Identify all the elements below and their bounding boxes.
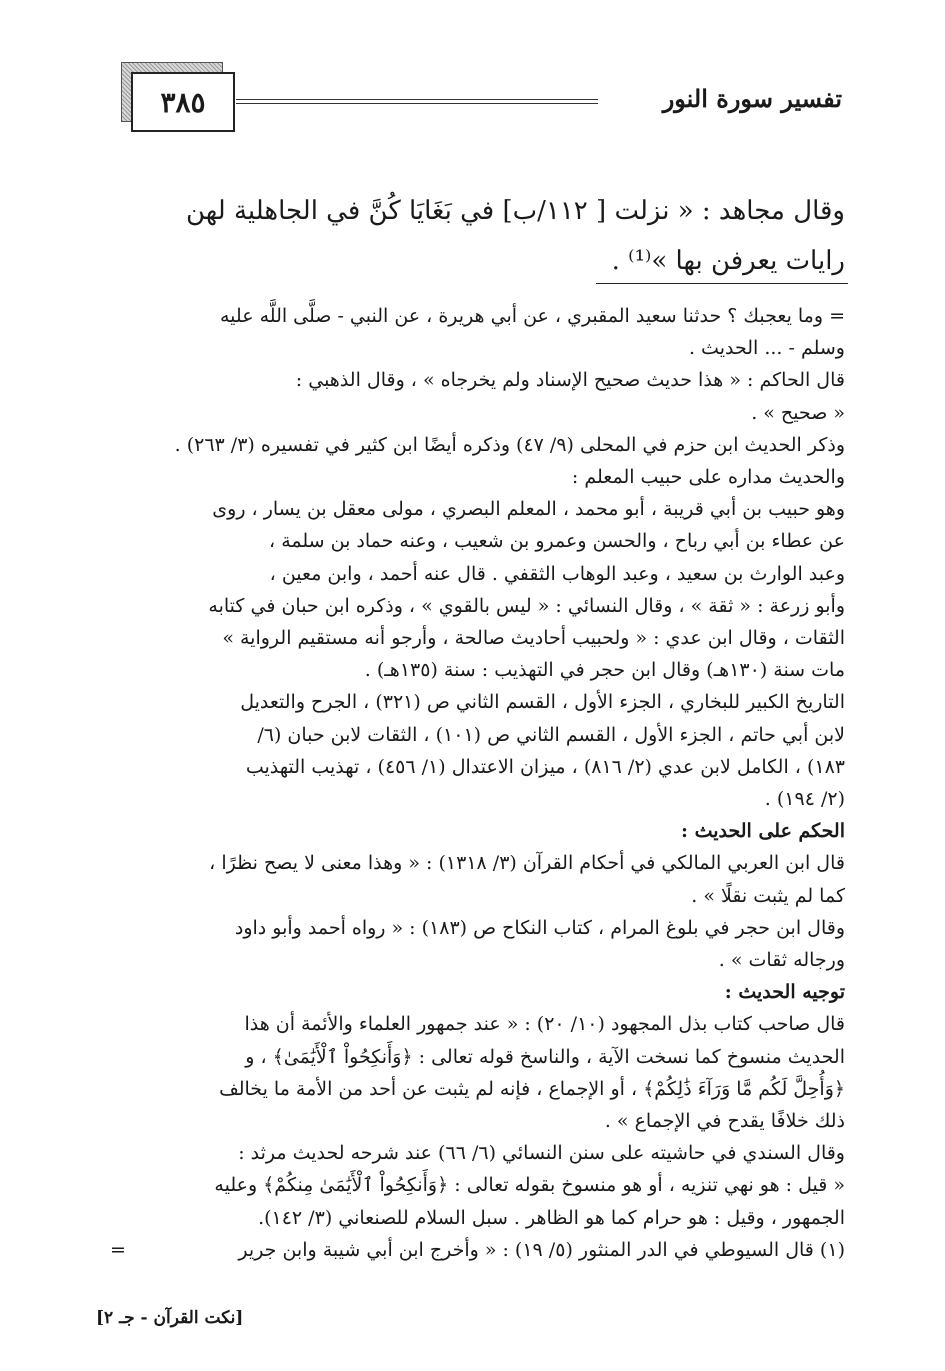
note-line: قال الحاكم : « هذا حديث صحيح الإسناد ولم يخرجاه » ، وقال الذهبي : (295, 369, 845, 392)
note-line: لابن أبي حاتم ، الجزء الأول ، القسم الثاني ص (١٠١) ، الثقات لابن حبان (٦/ (257, 723, 845, 746)
note-line: الجمهور ، وقيل : هو حرام كما هو الظاهر . سبل السلام للصنعاني (٣/ ١٤٢). (258, 1206, 845, 1229)
footnote-continuation-mark: = (110, 1238, 126, 1261)
note-line: كما لم يثبت نقلًا » . (691, 884, 845, 907)
note-line: الثقات ، وقال ابن عدي : « ولحبيب أحاديث صالحة ، وأرجو أنه مستقيم الرواية » (222, 627, 845, 650)
note-line: وعبد الوارث بن سعيد ، وعبد الوهاب الثقفي . قال عنه أحمد ، وابن معين ، (269, 562, 845, 585)
footnote-1-text: (١) قال السيوطي في الدر المنثور (٥/ ١٩) : « وأخرج ابن أبي شيبة وابن جرير (238, 1238, 845, 1261)
footnote-separator (596, 283, 848, 284)
note-line: قال ابن العربي المالكي في أحكام القرآن (٣/ ١٣١٨) : « وهذا معنى لا يصح نظرًا ، (209, 852, 845, 875)
printer-signature: [نكت القرآن - جـ ٢] (96, 1308, 244, 1328)
note-line: (٢/ ١٩٤) . (764, 788, 845, 811)
page-number-box (121, 62, 233, 130)
note-line: وقال ابن حجر في بلوغ المرام ، كتاب النكاح ص (١٨٣) : « رواه أحمد وأبو داود (234, 916, 845, 939)
note-line: ١٨٣) ، الكامل لابن عدي (٢/ ٨١٦) ، ميزان الاعتدال (١/ ٤٥٦) ، تهذيب التهذيب (245, 755, 845, 778)
footnotes (110, 300, 845, 1266)
main-text (112, 186, 845, 286)
note-line: والحديث مداره على حبيب المعلم : (571, 466, 845, 489)
note-line: وذكر الحديث ابن حزم في المحلى (٩/ ٤٧) وذكره أيضًا ابن كثير في تفسيره (٣/ ٢٦٣) . (174, 433, 845, 456)
footnote-1 (110, 1234, 845, 1266)
page-number: ٣٨٥ (131, 72, 235, 132)
note-line: التاريخ الكبير للبخاري ، الجزء الأول ، القسم الثاني ص (٣٢١) ، الجرح والتعديل (240, 691, 845, 714)
note-line: الحديث منسوخ كما نسخت الآية ، والناسخ قوله تعالى : ﴿وَأَنكِحُواْ ٱلْأَيَٰمَىٰ﴾ ، و (245, 1045, 845, 1068)
section-heading-interpretation: توجيه الحديث : (724, 981, 845, 1004)
note-line: ورجاله ثقات » . (718, 949, 845, 972)
note-line: وقال السندي في حاشيته على سنن النسائي (٦/ ٦٦) عند شرحه لحديث مرثد : (238, 1142, 845, 1165)
header-rule (236, 99, 598, 104)
note-line: ﴿وَأُحِلَّ لَكُم مَّا وَرَآءَ ذَٰلِكُمْ﴾ ، أو الإجماع ، فإنه لم يثبت عن أحد من الأمة ما يخالف (219, 1077, 845, 1100)
note-line: قال صاحب كتاب بذل المجهود (١٠/ ٢٠) : « عند جمهور العلماء والأئمة أن هذا (244, 1013, 845, 1036)
main-text-line-2: رايات يعرفن بها »⁽¹⁾ . (611, 246, 845, 276)
running-title: تفسير سورة النور (662, 84, 842, 113)
note-line: وهو حبيب بن أبي قريبة ، أبو محمد ، المعلم البصري ، مولى معقل بن يسار ، روى (212, 498, 845, 521)
main-text-line-1: وقال مجاهد : « نزلت [ ١١٢/ب] في بَغَايَا كُنَّ في الجاهلية لهن (186, 196, 845, 226)
note-line: وسلم - ... الحديث . (688, 337, 845, 360)
note-line: = وما يعجبك ؟ حدثنا سعيد المقبري ، عن أبي هريرة ، عن النبي - صلَّى اللَّه عليه (220, 305, 845, 327)
note-line: « قيل : هو نهي تنزيه ، أو هو منسوخ بقوله تعالى : ﴿وَأَنكِحُواْ ٱلْأَيَٰمَىٰ مِنكُمْ﴾ وعليه (214, 1174, 845, 1197)
note-line: وأبو زرعة : « ثقة » ، وقال النسائي : « ليس بالقوي » ، وذكره ابن حبان في كتابه (208, 594, 845, 617)
note-line: مات سنة (١٣٠هـ) وقال ابن حجر في التهذيب : سنة (١٣٥هـ) . (364, 659, 845, 682)
note-line: عن عطاء بن أبي رباح ، والحسن وعمرو بن شعيب ، وعنه حماد بن سلمة ، (269, 530, 845, 553)
note-line: ذلك خلافًا يقدح في الإجماع » . (604, 1110, 845, 1133)
section-heading-ruling: الحكم على الحديث : (680, 820, 845, 843)
note-line: « صحيح » . (751, 401, 845, 424)
